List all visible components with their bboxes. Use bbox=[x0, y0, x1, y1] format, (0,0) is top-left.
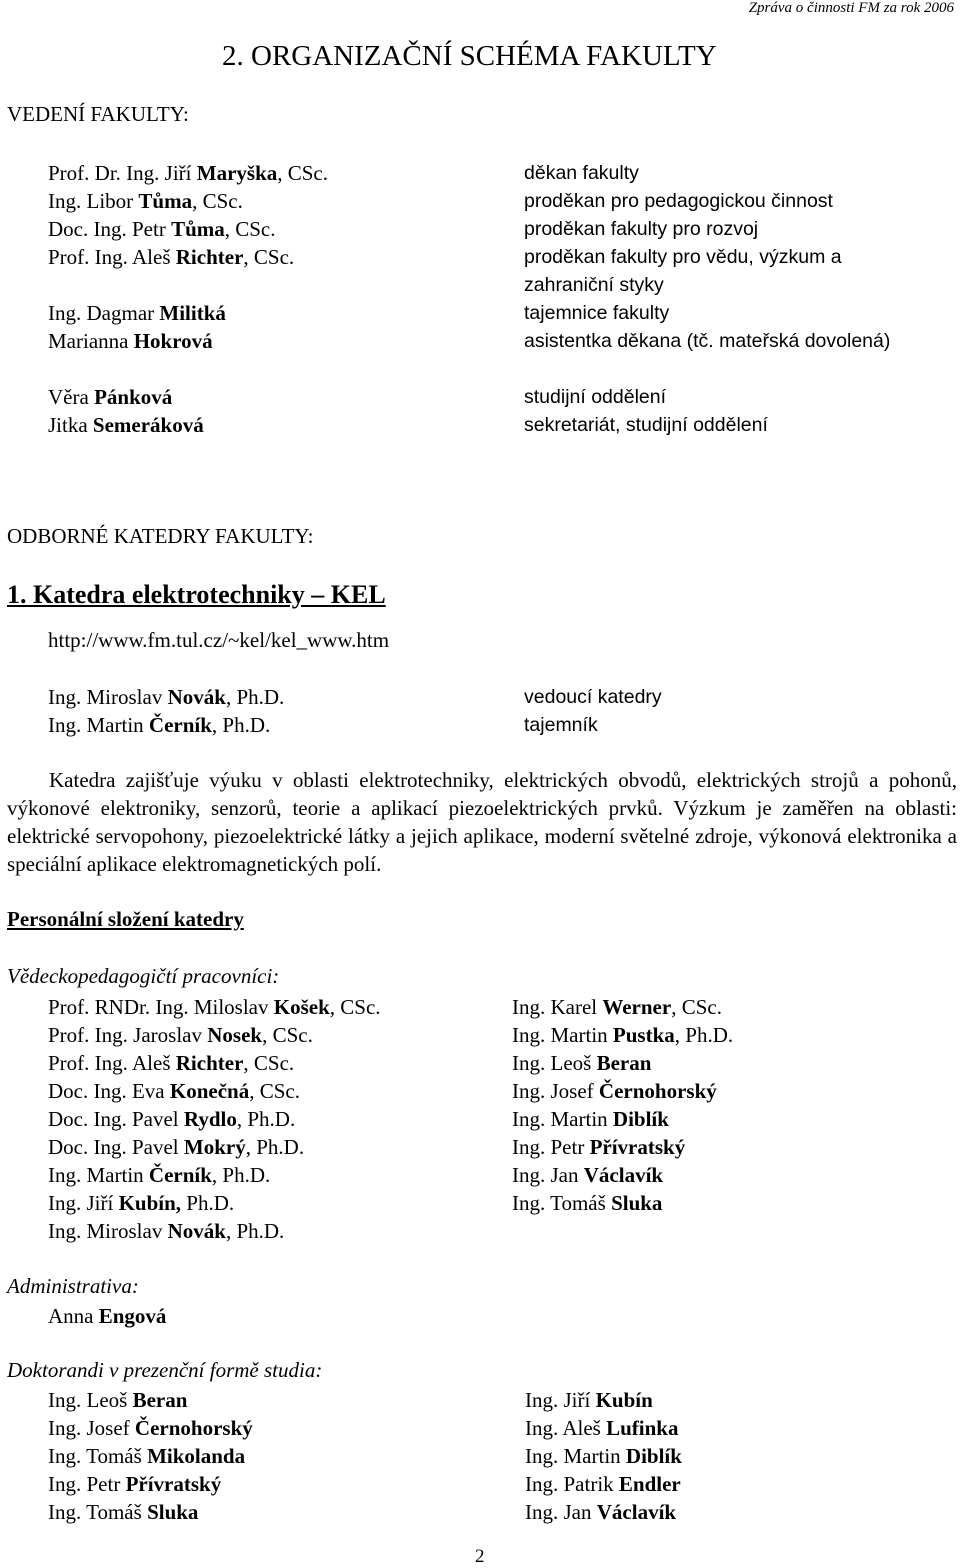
list-item: Ing. Martin Diblík bbox=[525, 1444, 682, 1468]
list-item: Ing. Aleš Lufinka bbox=[525, 1416, 679, 1440]
list-item: Ing. Tomáš Sluka bbox=[512, 1191, 663, 1215]
role-label: proděkan pro pedagogickou činnost bbox=[524, 190, 833, 212]
department-title: 1. Katedra elektrotechniky – KEL bbox=[7, 580, 386, 609]
academic-list-right bbox=[512, 993, 733, 1217]
role-label: tajemnice fakulty bbox=[524, 302, 670, 324]
role-label: vedoucí katedry bbox=[524, 686, 662, 708]
leadership-roles bbox=[524, 159, 890, 439]
list-item: Ing. Jiří Kubín bbox=[525, 1388, 653, 1412]
person-name: Ing. Martin Černík, Ph.D. bbox=[48, 713, 271, 737]
admin-heading: Administrativa: bbox=[7, 1274, 139, 1298]
list-item: Ing. Karel Werner, CSc. bbox=[512, 995, 722, 1019]
list-item: Ing. Jiří Kubín, Ph.D. bbox=[48, 1191, 235, 1215]
person-name: Marianna Hokrová bbox=[48, 329, 213, 353]
phd-heading: Doktorandi v prezenční formě studia: bbox=[7, 1358, 323, 1382]
role-label: zahraniční styky bbox=[524, 274, 664, 296]
department-url[interactable]: http://www.fm.tul.cz/~kel/kel_www.htm bbox=[48, 628, 390, 652]
role-label: děkan fakulty bbox=[524, 162, 639, 184]
department-description: Katedra zajišťuje výuku v oblasti elektrotechniky, elektrických obvodů, elektrických strojů a pohonů, výkonové elektroniky, senzorů, teorie a aplikací piezoelektrických prvků. Výzkum je zaměřen na oblasti: elektrické servopohony, piezoelektrické látky a jejich aplikace, moderní světelné zdroje, výkonová elektronika a speciální aplikace elektromagnetických polí. bbox=[7, 768, 957, 876]
academic-list-left bbox=[48, 993, 381, 1245]
list-item: Ing. Josef Černohorský bbox=[48, 1416, 253, 1440]
staff-heading: Personální složení katedry bbox=[7, 907, 244, 931]
role-label: asistentka děkana (tč. mateřská dovolená) bbox=[524, 330, 891, 352]
list-item: Ing. Tomáš Sluka bbox=[48, 1500, 199, 1524]
list-item: Doc. Ing. Pavel Mokrý, Ph.D. bbox=[48, 1135, 305, 1159]
list-item: Ing. Tomáš Mikolanda bbox=[48, 1444, 246, 1468]
list-item: Ing. Jan Václavík bbox=[512, 1163, 664, 1187]
person-name: Doc. Ing. Petr Tůma, CSc. bbox=[48, 217, 276, 241]
list-item: Ing. Petr Přívratský bbox=[48, 1472, 222, 1496]
list-item: Ing. Josef Černohorský bbox=[512, 1079, 717, 1103]
person-name: Věra Pánková bbox=[48, 385, 173, 409]
person-name: Prof. Ing. Aleš Richter, CSc. bbox=[48, 245, 295, 269]
departments-heading: ODBORNÉ KATEDRY FAKULTY: bbox=[7, 524, 314, 548]
person-name: Prof. Dr. Ing. Jiří Maryška, CSc. bbox=[48, 161, 329, 185]
list-item: Prof. Ing. Aleš Richter, CSc. bbox=[48, 1051, 295, 1075]
list-item: Doc. Ing. Eva Konečná, CSc. bbox=[48, 1079, 300, 1103]
department-leaders bbox=[48, 683, 284, 739]
list-item: Ing. Leoš Beran bbox=[512, 1051, 652, 1075]
role-label: proděkan fakulty pro rozvoj bbox=[524, 218, 759, 240]
list-item: Ing. Leoš Beran bbox=[48, 1388, 188, 1412]
chapter-title: 2. ORGANIZAČNÍ SCHÉMA FAKULTY bbox=[222, 40, 717, 72]
department-leader-roles bbox=[524, 683, 662, 739]
list-item: Doc. Ing. Pavel Rydlo, Ph.D. bbox=[48, 1107, 296, 1131]
leadership-names bbox=[48, 159, 328, 439]
list-item: Ing. Martin Pustka, Ph.D. bbox=[512, 1023, 734, 1047]
list-item: Prof. Ing. Jaroslav Nosek, CSc. bbox=[48, 1023, 313, 1047]
person-name: Ing. Libor Tůma, CSc. bbox=[48, 189, 243, 213]
running-header: Zpráva o činnosti FM za rok 2006 bbox=[748, 0, 954, 16]
list-item: Ing. Petr Přívratský bbox=[512, 1135, 686, 1159]
academic-heading: Vědeckopedagogičtí pracovníci: bbox=[7, 964, 280, 988]
page-number: 2 bbox=[475, 1546, 485, 1567]
role-label: tajemník bbox=[524, 714, 598, 736]
list-item: Ing. Jan Václavík bbox=[525, 1500, 677, 1524]
admin-list bbox=[48, 1302, 166, 1330]
phd-list-right bbox=[525, 1386, 682, 1526]
list-item: Ing. Martin Diblík bbox=[512, 1107, 669, 1131]
leadership-heading: VEDENÍ FAKULTY: bbox=[7, 102, 189, 126]
list-item: Prof. RNDr. Ing. Miloslav Košek, CSc. bbox=[48, 995, 381, 1019]
role-label: studijní oddělení bbox=[524, 386, 667, 408]
phd-list-left bbox=[48, 1386, 253, 1526]
list-item: Ing. Martin Černík, Ph.D. bbox=[48, 1163, 271, 1187]
person-name: Jitka Semeráková bbox=[48, 413, 204, 437]
list-item: Anna Engová bbox=[48, 1304, 167, 1328]
role-label: sekretariát, studijní oddělení bbox=[524, 414, 768, 436]
person-name: Ing. Dagmar Militká bbox=[48, 301, 226, 325]
role-label: proděkan fakulty pro vědu, výzkum a bbox=[524, 246, 842, 268]
list-item: Ing. Patrik Endler bbox=[525, 1472, 681, 1496]
list-item: Ing. Miroslav Novák, Ph.D. bbox=[48, 1219, 285, 1243]
person-name: Ing. Miroslav Novák, Ph.D. bbox=[48, 685, 285, 709]
